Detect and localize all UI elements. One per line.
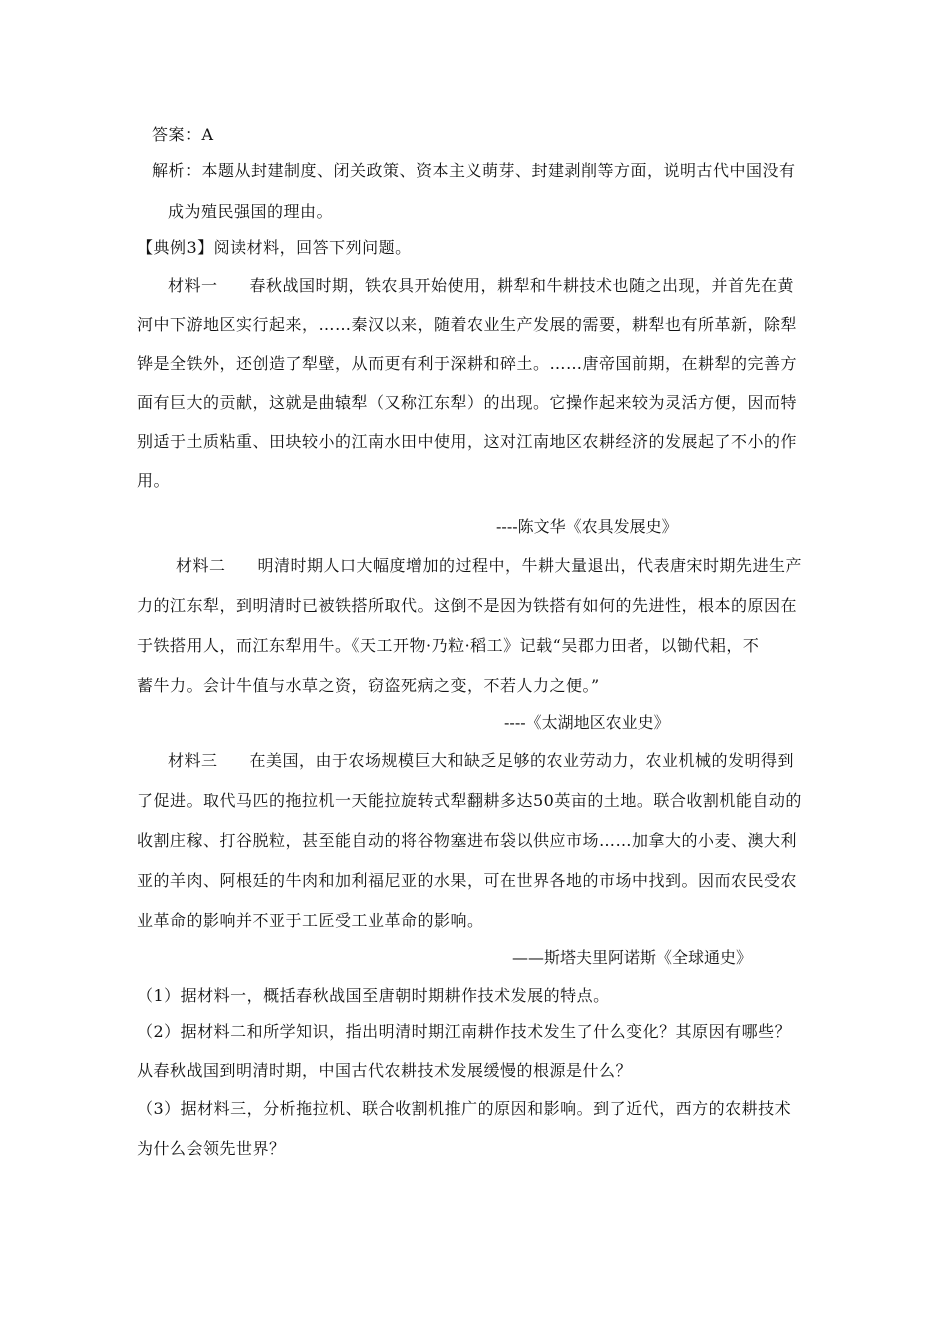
material2-line-1: 明清时期人口大幅度增加的过程中，牛耕大量退出，代表唐宋时期先进生产 [257, 556, 803, 575]
material3-line-4: 亚的羊肉、阿根廷的牛肉和加利福尼亚的水果，可在世界各地的市场中找到。因而农民受农 [137, 871, 798, 890]
material3-citation: ——斯塔夫里阿诺斯《全球通史》 [512, 948, 753, 967]
question-1: （1）据材料一，概括春秋战国至唐朝时期耕作技术发展的特点。 [137, 986, 610, 1005]
material3-line-5: 业革命的影响并不亚于工匠受工业革命的影响。 [137, 911, 484, 930]
example-heading: 【典例3】阅读材料，回答下列问题。 [137, 238, 412, 257]
question-2-line-2: 从春秋战国到明清时期，中国古代农耕技术发展缓慢的根源是什么？ [137, 1061, 633, 1080]
material2-first-line [176, 555, 802, 577]
question-3-line-2: 为什么会领先世界？ [137, 1139, 286, 1158]
question-2-line-1: （2）据材料二和所学知识，指出明清时期江南耕作技术发生了什么变化？其原因有哪些？ [137, 1022, 792, 1041]
material2-line-4: 蓄牛力。会计牛值与水草之资，窃盗死病之变，不若人力之便。” [137, 676, 600, 695]
material3-line-3: 收割庄稼、打谷脱粒，甚至能自动的将谷物塞进布袋以供应市场……加拿大的小麦、澳大利 [137, 831, 798, 850]
material2-line-3: 于铁搭用人，而江东犁用牛。《天工开物·乃粒·稻工》记载“吴郡力田者，以锄代耜，不 [137, 636, 760, 655]
material1-line-4: 面有巨大的贡献，这就是曲辕犁（又称江东犁）的出现。它操作起来较为灵活方便，因而特 [137, 393, 798, 412]
question-3-line-1: （3）据材料三，分析拖拉机、联合收割机推广的原因和影响。到了近代，西方的农耕技术 [137, 1099, 792, 1118]
material3-line-1: 在美国，由于农场规模巨大和缺乏足够的农业劳动力，农业机械的发明得到 [249, 751, 795, 770]
material2-citation: ----《太湖地区农业史》 [504, 713, 670, 732]
answer-line: 答案：A [152, 125, 214, 144]
material1-line-6: 用。 [137, 471, 171, 490]
material1-label: 材料一 [168, 276, 218, 295]
material1-first-line [168, 275, 794, 297]
material1-line-3: 铧是全铁外，还创造了犁壁，从而更有利于深耕和碎土。……唐帝国前期，在耕犁的完善方 [137, 354, 798, 373]
material1-citation: ----陈文华《农具发展史》 [496, 517, 678, 536]
material1-line-2: 河中下游地区实行起来，……秦汉以来，随着农业生产发展的需要，耕犁也有所革新，除犁 [137, 315, 798, 334]
analysis-line-2: 成为殖民强国的理由。 [168, 202, 334, 221]
material1-line-1: 春秋战国时期，铁农具开始使用，耕犁和牛耕技术也随之出现，并首先在黄 [249, 276, 795, 295]
material1-line-5: 别适于土质粘重、田块较小的江南水田中使用，这对江南地区农耕经济的发展起了不小的作 [137, 432, 798, 451]
material3-line-2: 了促进。取代马匹的拖拉机一天能拉旋转式犁翻耕多达50英亩的土地。联合收割机能自动的 [137, 791, 802, 810]
analysis-line-1: 解析：本题从封建制度、闭关政策、资本主义萌芽、封建剥削等方面，说明古代中国没有 [152, 161, 796, 180]
material2-label: 材料二 [176, 556, 226, 575]
material3-label: 材料三 [168, 751, 218, 770]
material2-line-2: 力的江东犁，到明清时已被铁搭所取代。这倒不是因为铁搭有如何的先进性，根本的原因在 [137, 596, 798, 615]
material3-first-line [168, 750, 794, 772]
